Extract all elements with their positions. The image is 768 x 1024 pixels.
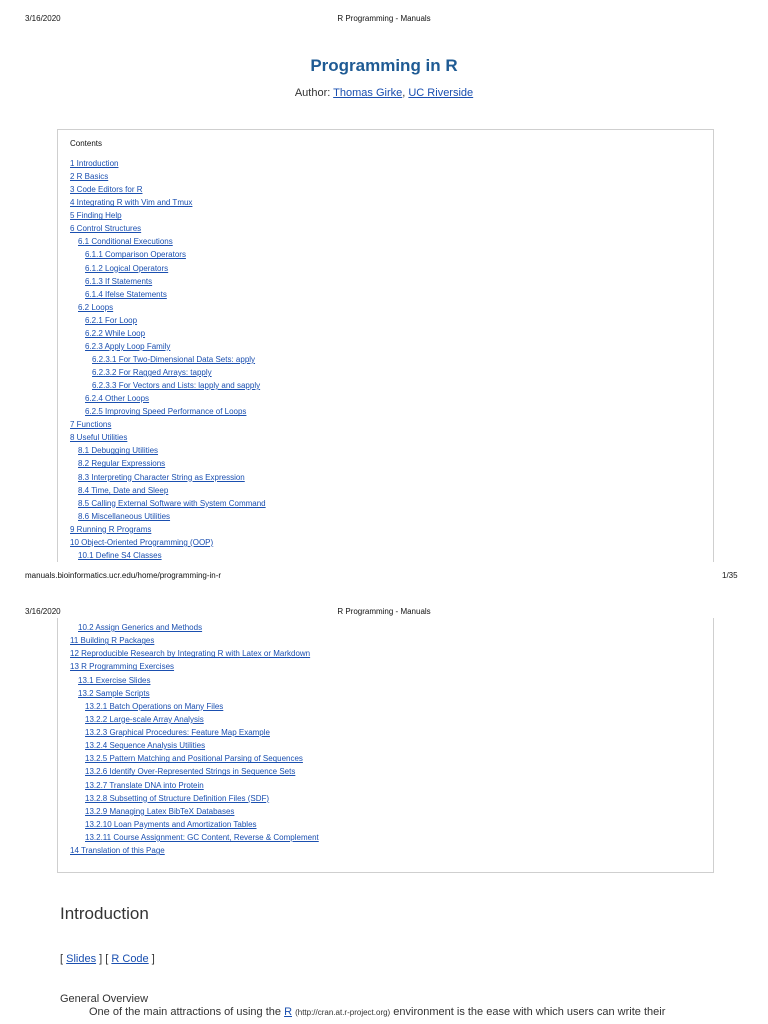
toc-link[interactable]: 5 Finding Help (70, 211, 122, 221)
toc-link[interactable]: 4 Integrating R with Vim and Tmux (70, 198, 193, 208)
author-separator: , (402, 87, 409, 99)
slides-link[interactable]: Slides (66, 953, 97, 965)
toc-link[interactable]: 13.2.3 Graphical Procedures: Feature Map Example (85, 728, 270, 737)
toc-item (70, 844, 319, 857)
author-line (0, 87, 768, 99)
toc-link[interactable]: 10.2 Assign Generics and Methods (78, 623, 203, 632)
toc-item (70, 275, 266, 288)
toc-link[interactable]: 7 Functions (70, 420, 112, 430)
paragraph-text: One of the main attractions of using the (89, 1006, 285, 1018)
toc-link[interactable]: 13.2.1 Batch Operations on Many Files (85, 701, 224, 711)
toc-item (70, 536, 266, 549)
author-org-link[interactable]: UC Riverside (408, 87, 474, 99)
toc-item (70, 523, 266, 536)
toc-link[interactable]: 12 Reproducible Research by Integrating R with Latex or Markdown (70, 649, 311, 659)
overview-paragraph (89, 1006, 665, 1018)
toc-item (70, 510, 266, 523)
toc-item (70, 726, 319, 739)
toc-item (70, 674, 319, 687)
toc-item (70, 431, 266, 444)
r-url: (http://cran.at.r-project.org) (295, 1008, 391, 1017)
bracket: ] [ (96, 953, 112, 965)
toc-link[interactable]: 14 Translation of this Page (70, 846, 165, 856)
toc-link[interactable]: 6.2.3.2 For Ragged Arrays: tapply (92, 368, 212, 377)
document-title: Programming in R (310, 56, 458, 75)
toc-item (70, 621, 319, 634)
page1-header-title: R Programming - Manuals (337, 14, 431, 23)
toc-link[interactable]: 13 R Programming Exercises (70, 662, 175, 672)
toc-item (70, 392, 266, 405)
r-code-link[interactable]: R Code (111, 953, 149, 965)
toc-item (70, 831, 319, 844)
toc-link[interactable]: 8.3 Interpreting Character String as Expression (78, 472, 245, 482)
author-name-link[interactable]: Thomas Girke (333, 87, 403, 99)
toc-item (70, 700, 319, 713)
toc-link[interactable]: 6.1.1 Comparison Operators (85, 250, 186, 260)
toc-item (70, 418, 266, 431)
general-overview-label: General Overview (60, 993, 149, 1005)
toc-link[interactable]: 6.2.5 Improving Speed Performance of Loops (85, 407, 247, 417)
toc-link[interactable]: 13.2.7 Translate DNA into Protein (85, 780, 204, 790)
toc-item (70, 288, 266, 301)
toc-item (70, 170, 266, 183)
page2-header-date: 3/16/2020 (25, 607, 61, 616)
toc-link[interactable]: 8.6 Miscellaneous Utilities (78, 511, 171, 521)
toc-link[interactable]: 11 Building R Packages (70, 636, 155, 646)
toc-link[interactable]: 13.2.10 Loan Payments and Amortization Tables (85, 819, 257, 829)
toc-item (70, 457, 266, 470)
toc-item (70, 471, 266, 484)
toc-item (70, 765, 319, 778)
toc-item (70, 340, 266, 353)
toc-link[interactable]: 13.2.5 Pattern Matching and Positional Parsing of Sequences (85, 754, 303, 764)
toc-item (70, 549, 266, 562)
toc-item (70, 792, 319, 805)
toc-item (70, 660, 319, 673)
toc-item (70, 209, 266, 222)
page2-header-title: R Programming - Manuals (337, 607, 431, 616)
toc-list (70, 621, 319, 857)
bracket: ] (148, 953, 155, 965)
toc-link[interactable]: 10.1 Define S4 Classes (78, 550, 162, 560)
toc-link[interactable]: 8.2 Regular Expressions (78, 459, 166, 469)
paragraph-text: environment is the ease with which users can write their (390, 1006, 666, 1018)
toc-link[interactable]: 8.4 Time, Date and Sleep (78, 485, 169, 495)
toc-link[interactable]: 6.1.2 Logical Operators (85, 263, 169, 273)
toc-link[interactable]: 10 Object-Oriented Programming (OOP) (70, 537, 214, 547)
toc-link[interactable]: 6.2.3.1 For Two-Dimensional Data Sets: apply (92, 354, 256, 364)
author-label: Author: (294, 87, 334, 99)
toc-item (70, 235, 266, 248)
toc-link[interactable]: 6.2.4 Other Loops (85, 394, 150, 404)
toc-item (70, 353, 266, 366)
table-of-contents (57, 129, 714, 562)
toc-list (70, 157, 266, 562)
bracket: [ (60, 953, 67, 965)
resource-links (60, 953, 155, 965)
toc-item (70, 647, 319, 660)
table-of-contents-continued (57, 618, 714, 873)
toc-link[interactable]: 13.2.8 Subsetting of Structure Definition Files (SDF) (85, 793, 270, 803)
toc-link[interactable]: 6.2.3.3 For Vectors and Lists: lapply and sapply (92, 381, 261, 391)
page1-header-date: 3/16/2020 (25, 14, 61, 23)
toc-link[interactable]: 13.2.4 Sequence Analysis Utilities (85, 741, 206, 751)
toc-link[interactable]: 1 Introduction (70, 159, 119, 168)
toc-item (70, 183, 266, 196)
toc-item (70, 196, 266, 209)
toc-item (70, 752, 319, 765)
toc-link[interactable]: 13.2.9 Managing Latex BibTeX Databases (85, 806, 235, 816)
toc-item (70, 222, 266, 235)
toc-item (70, 779, 319, 792)
toc-item (70, 444, 266, 457)
page1-footer-page: 1/35 (722, 571, 738, 580)
toc-link[interactable]: 2 R Basics (70, 172, 109, 182)
toc-link[interactable]: 6.2 Loops (78, 302, 114, 312)
r-link[interactable]: R (284, 1006, 293, 1018)
toc-item (70, 262, 266, 275)
toc-item (70, 805, 319, 818)
toc-item (70, 327, 266, 340)
toc-item (70, 818, 319, 831)
toc-link[interactable]: 6.2.2 While Loop (85, 328, 146, 338)
toc-item (70, 379, 266, 392)
toc-item (70, 157, 266, 170)
toc-link[interactable]: 6 Control Structures (70, 224, 142, 234)
toc-link[interactable]: 6.2.1 For Loop (85, 315, 138, 325)
toc-item (70, 366, 266, 379)
toc-item (70, 405, 266, 418)
toc-item (70, 687, 319, 700)
toc-link[interactable]: 8.5 Calling External Software with System Command (78, 498, 266, 508)
toc-item (70, 314, 266, 327)
toc-link[interactable]: 6.1.3 If Statements (85, 276, 153, 286)
toc-item (70, 739, 319, 752)
toc-link[interactable]: 6.2.3 Apply Loop Family (85, 341, 171, 351)
toc-item (70, 497, 266, 510)
toc-link[interactable]: 13.2.6 Identify Over-Represented Strings in Sequence Sets (85, 767, 296, 777)
toc-link[interactable]: 8 Useful Utilities (70, 433, 128, 443)
toc-link[interactable]: 13.2 Sample Scripts (78, 688, 150, 698)
toc-link[interactable]: 9 Running R Programs (70, 524, 152, 534)
toc-item (70, 634, 319, 647)
toc-link[interactable]: 13.2.11 Course Assignment: GC Content, Reverse & Complement (85, 833, 319, 842)
toc-title: Contents (70, 139, 103, 148)
toc-link[interactable]: 13.2.2 Large-scale Array Analysis (85, 714, 204, 724)
page1-footer-url: manuals.bioinformatics.ucr.edu/home/programming-in-r (25, 571, 222, 580)
toc-item (70, 484, 266, 497)
toc-item (70, 713, 319, 726)
toc-link[interactable]: 6.1.4 Ifelse Statements (85, 289, 167, 299)
toc-item (70, 301, 266, 314)
section-heading-introduction: Introduction (60, 904, 149, 923)
toc-item (70, 248, 266, 261)
toc-link[interactable]: 3 Code Editors for R (70, 185, 143, 195)
toc-link[interactable]: 8.1 Debugging Utilities (78, 446, 159, 456)
toc-link[interactable]: 6.1 Conditional Executions (78, 237, 173, 247)
toc-link[interactable]: 13.1 Exercise Slides (78, 675, 151, 685)
